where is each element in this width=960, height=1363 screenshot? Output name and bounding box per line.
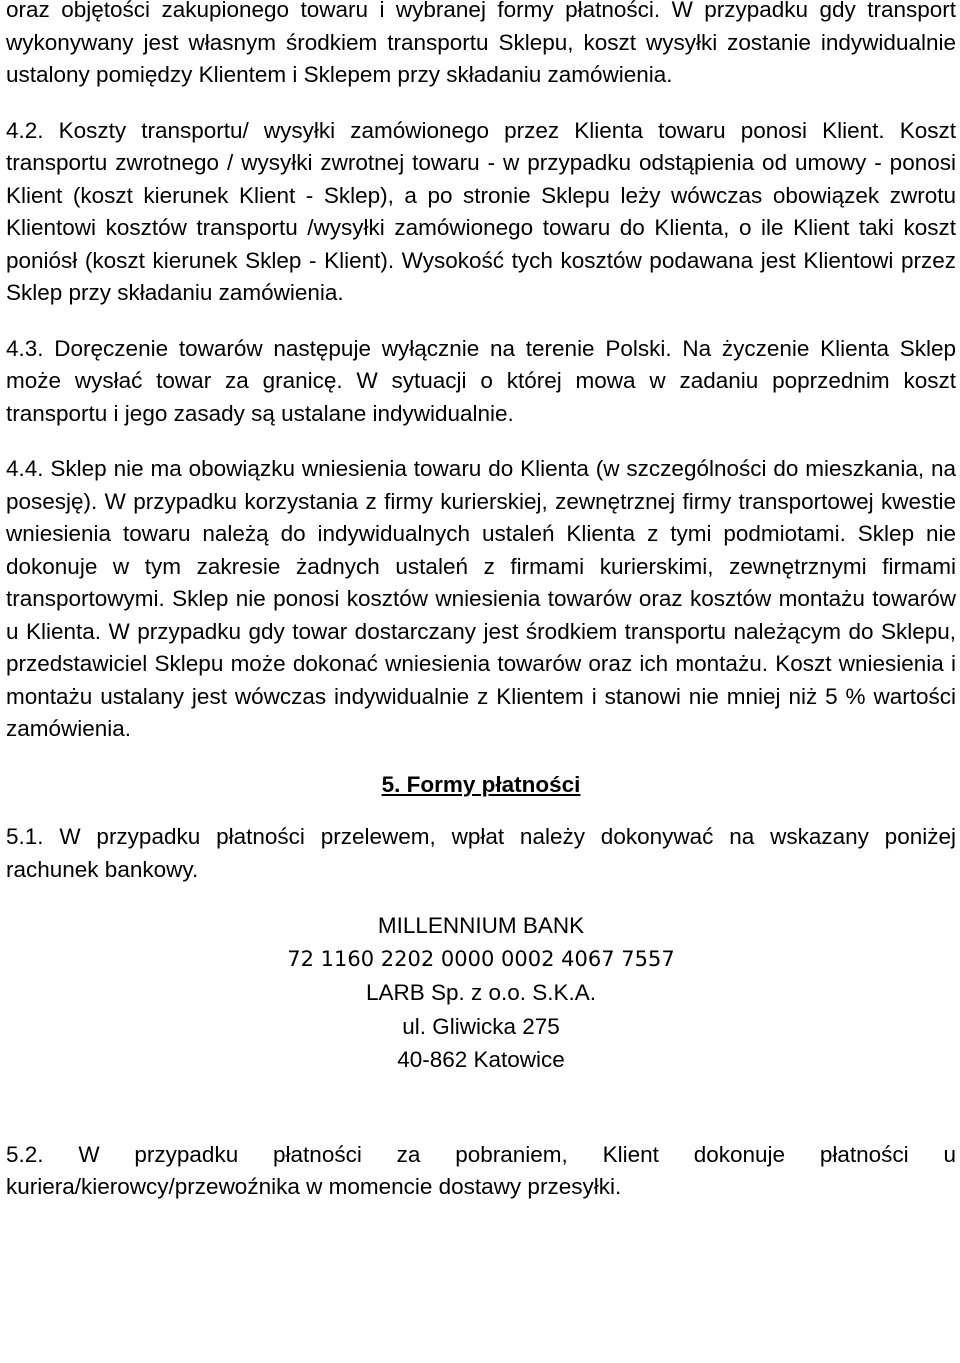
bank-street: ul. Gliwicka 275 — [402, 1013, 560, 1039]
bank-details — [6, 909, 956, 1077]
paragraph-5-2: 5.2. W przypadku płatności za pobraniem, Klient dokonuje płatności u kuriera/kierowcy/przewoźnika w momencie dostawy przesyłki. — [6, 1141, 956, 1199]
paragraph-5-1: 5.1. W przypadku płatności przelewem, wpłat należy dokonywać na wskazany poniżej rachunek bankowy. — [6, 824, 956, 882]
section-5-heading — [6, 769, 956, 802]
bank-name: MILLENNIUM BANK — [377, 913, 585, 938]
paragraph-4-4: 4.4. Sklep nie ma obowiązku wniesienia towaru do Klienta (w szczególności do mieszkania, na posesję). W przypadku korzystania z firmy kurierskiej, zewnętrznej firmy transportowej kwestie wniesienia towaru należą do indywidualnych ustaleń Klienta z tymi podmiotami. Sklep nie dokonuje w tym zakresie żadnych ustaleń z firmami kurierskimi, zewnętrznymi firmami transportowymi. Sklep nie ponosi kosztów wniesienia towarów oraz kosztów montażu towarów u Klienta. W przypadku gdy towar dostarczany jest środkiem transportu należącym do Sklepu, przedstawiciel Sklepu może dokonać wniesienia towarów oraz ich montażu. Koszt wniesienia i montażu ustalany jest wówczas indywidualnie z Klientem i stanowi nie mniej niż 5 % wartości zamówienia. — [6, 456, 956, 741]
paragraph-4-2: 4.2. Koszty transportu/ wysyłki zamówionego przez Klienta towaru ponosi Klient. Koszt transportu zwrotnego / wysyłki zwrotnej towaru - w przypadku odstąpienia od umowy - ponosi Klient (koszt kierunek Klient - Sklep), a po stronie Sklepu leży wówczas obowiązek zwrotu Klientowi kosztów transportu /wysyłki zamówionego towaru do Klienta, o ile Klient taki koszt poniósł (koszt kierunek Sklep - Klient). Wysokość tych kosztów podawana jest Klientowi przez Sklep przy składaniu zamówienia. — [6, 117, 956, 305]
bank-city: 40-862 Katowice — [397, 1047, 565, 1072]
document-page — [6, 0, 956, 1204]
bank-account-number: 72 1160 2202 0000 0002 4067 7557 — [287, 946, 675, 971]
paragraph-4-3: 4.3. Doręczenie towarów następuje wyłącznie na terenie Polski. Na życzenie Klienta Sklep może wysłać towar za granicę. W sytuacji o której mowa w zadaniu poprzednim koszt transportu i jego zasady są ustalane indywidualnie. — [6, 335, 956, 426]
section-5-title: 5. Formy płatności — [381, 771, 581, 797]
paragraph-continuation: oraz objętości zakupionego towaru i wybranej formy płatności. W przypadku gdy transport wykonywany jest własnym środkiem transportu Sklepu, koszt wysyłki zostanie indywidualnie ustalony pomiędzy Klientem i Sklepem przy składaniu zamówienia. — [6, 0, 956, 87]
account-holder: LARB Sp. z o.o. S.K.A. — [365, 980, 597, 1005]
